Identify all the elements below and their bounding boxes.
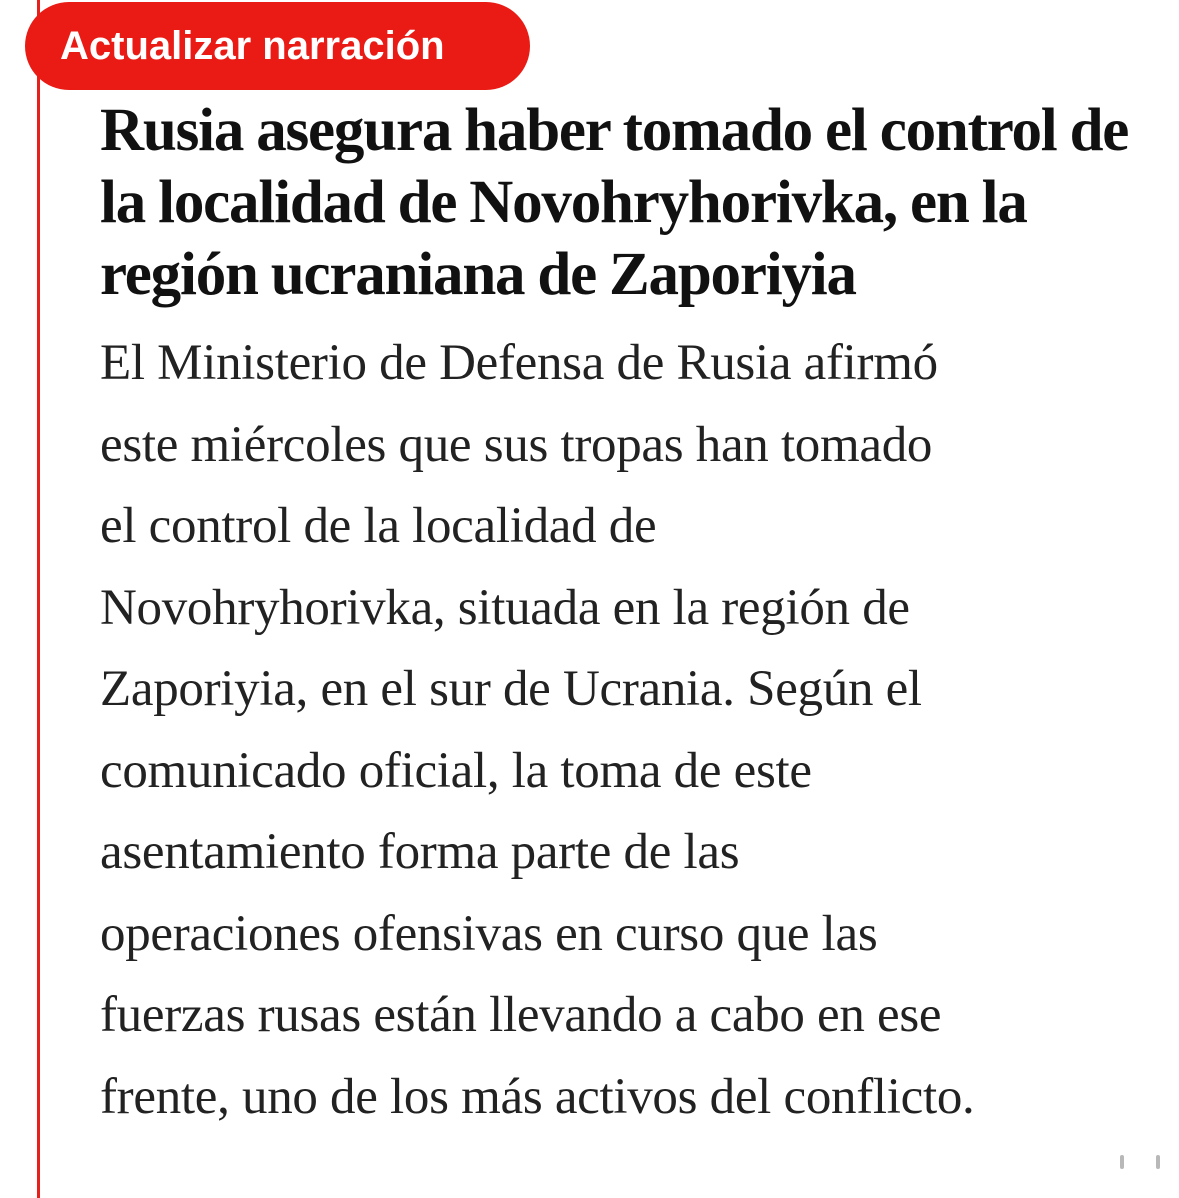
article-body-line: el control de la localidad de [100,498,657,554]
scroll-handle-bar [1120,1155,1124,1169]
scroll-handle-bar [1156,1155,1160,1169]
update-narration-button[interactable]: Actualizar narración [25,2,530,90]
article-body-line: frente, uno de los más activos del conflicto. [100,1068,975,1125]
article [100,95,1130,1138]
article-body-line: asentamiento forma parte de las [100,824,740,880]
article-body-line: comunicado oficial, la toma de este [100,742,812,799]
article-body-line: Zaporiyia, en el sur de Ucrania. Según el [100,661,922,717]
article-body-line: este miércoles que sus tropas han tomado [100,416,933,473]
scroll-handle-icon[interactable] [1120,1148,1160,1176]
article-body-line: Novohryhorivka, situada en la región de [100,579,910,636]
article-body-line: fuerzas rusas están llevando a cabo en ese [100,987,942,1043]
article-body-line: El Ministerio de Defensa de Rusia afirmó [100,335,938,391]
article-headline: Rusia asegura haber tomado el control de la localidad de Novohryhorivka, en la región ucraniana de Zaporiyia [100,97,1129,308]
timeline-line [37,0,40,1198]
article-body-line: operaciones ofensivas en curso que las [100,905,878,962]
article-body [100,323,1130,1138]
